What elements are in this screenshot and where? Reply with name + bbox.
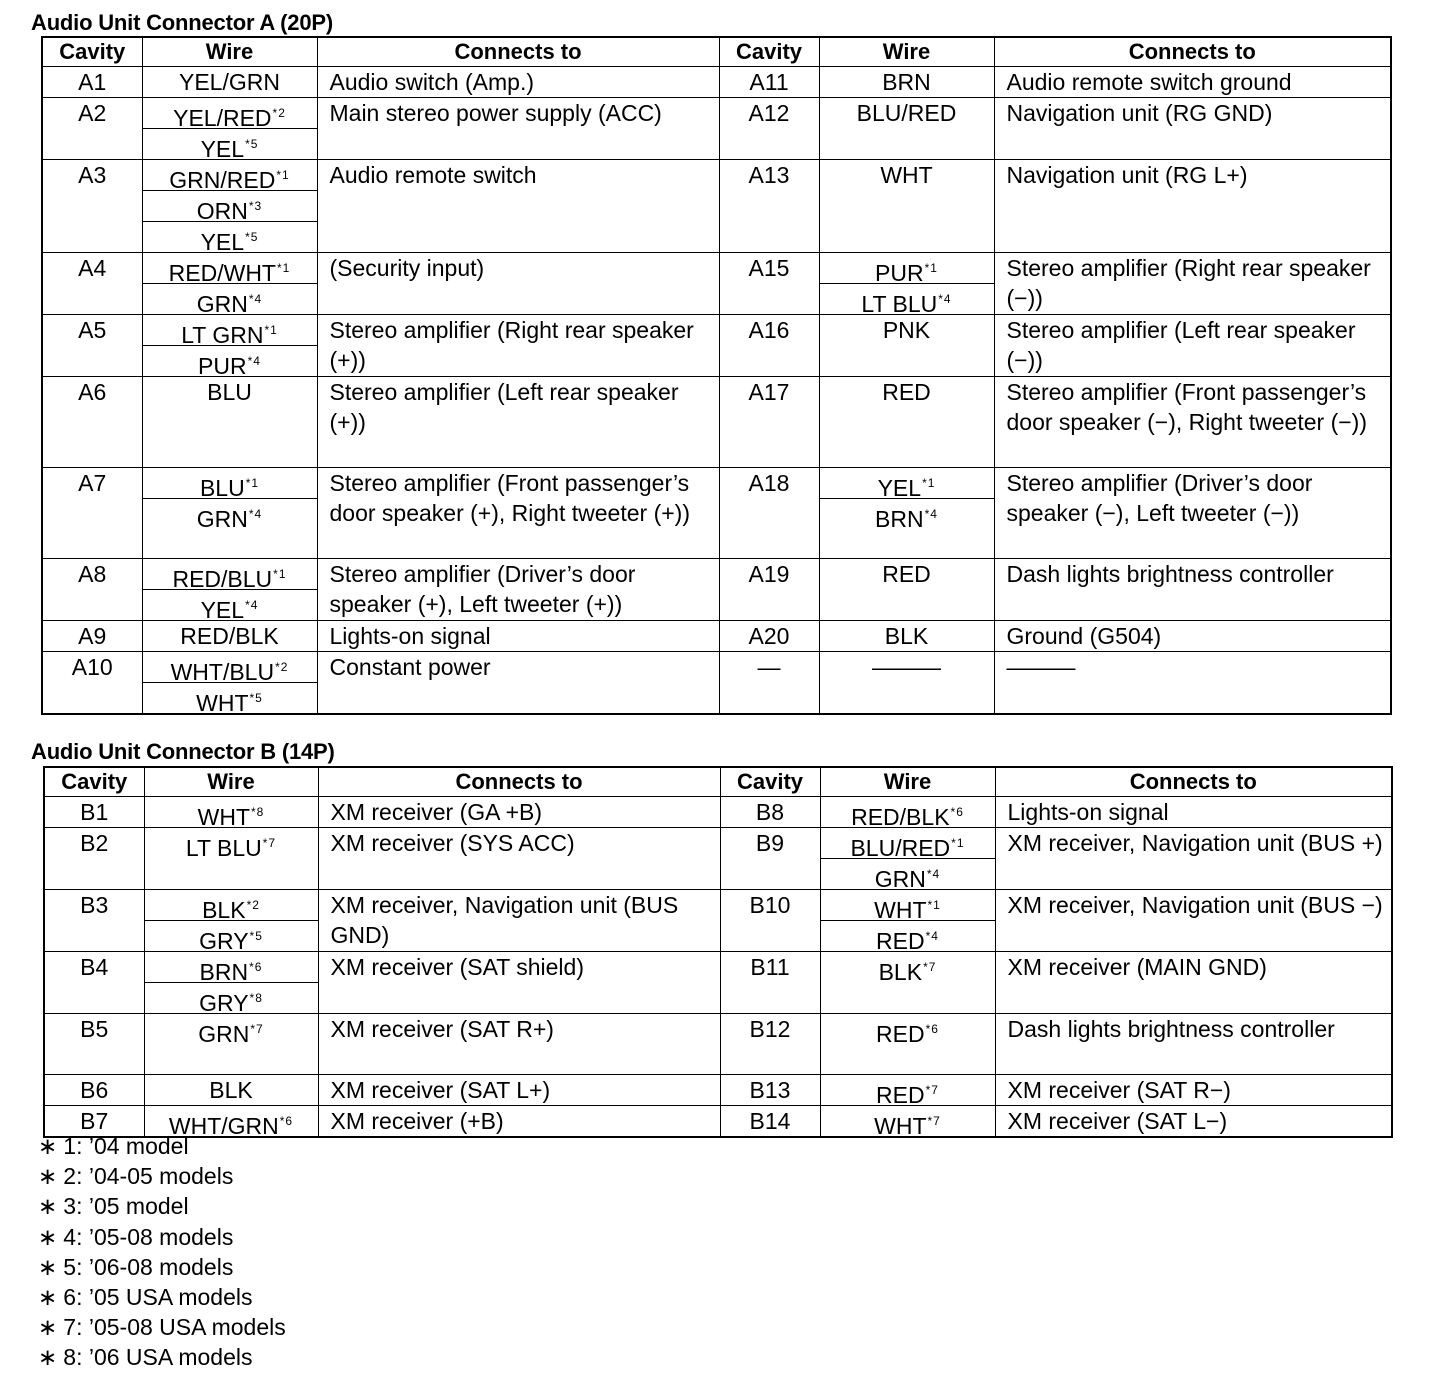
wire-color-text: PNK — [882, 317, 931, 343]
connects-to-cell: Dash lights brightness controller — [994, 558, 1391, 620]
conn-a-left-wire-cell — [142, 67, 317, 98]
conn-b-left-wire-cell — [144, 1074, 318, 1105]
wire-color-text: PUR — [875, 260, 924, 286]
conn-b-right-wire-cell — [820, 797, 995, 828]
footnote-item — [38, 1222, 286, 1252]
asterisk-icon: ∗ — [38, 1253, 58, 1280]
wire-color — [820, 468, 994, 501]
cavity-cell: A20 — [719, 620, 819, 651]
wire-color — [143, 652, 317, 685]
wire-color-text: RED/WHT — [168, 260, 276, 286]
wire-color — [821, 858, 995, 889]
conn-a-right-wire-cell — [819, 377, 994, 468]
cavity-cell: B4 — [44, 952, 144, 1014]
connects-to-cell: ——— — [994, 651, 1391, 714]
footnote-ref: *6 — [950, 805, 964, 819]
footnote-item — [38, 1282, 286, 1312]
wire-color — [143, 221, 317, 252]
footnotes — [38, 1131, 286, 1373]
footnote-ref: *5 — [249, 690, 263, 705]
connects-to-cell: Stereo amplifier (Left rear speaker (+)) — [317, 377, 719, 468]
table-row — [42, 620, 1391, 651]
asterisk-icon: ∗ — [38, 1133, 58, 1159]
wire-color-text: BLU — [199, 474, 245, 501]
connects-to-cell: XM receiver (MAIN GND) — [995, 952, 1392, 1014]
asterisk-icon: ∗ — [38, 1193, 58, 1220]
cavity-cell: A9 — [42, 620, 142, 651]
cavity-cell: B5 — [44, 1014, 144, 1075]
wire-color — [145, 920, 318, 951]
wire-color-text: WHT — [874, 897, 927, 923]
conn-a-left-wire-cell — [142, 377, 317, 468]
footnote-ref: *4 — [938, 292, 952, 306]
connects-to-cell: Lights-on signal — [995, 797, 1392, 828]
wire-color — [820, 67, 994, 97]
wire-color — [821, 828, 995, 861]
footnote-text: 6: ’05 USA models — [63, 1283, 253, 1310]
table-row — [42, 98, 1391, 160]
cavity-cell: B1 — [44, 797, 144, 828]
table-row — [42, 467, 1391, 558]
conn-b-right-wire-cell — [820, 1105, 995, 1137]
connector-b-title: Audio Unit Connector B (14P) — [31, 739, 335, 764]
wire-color-text: LT BLU — [185, 835, 262, 861]
cavity-cell: A2 — [42, 98, 142, 160]
connects-to-cell: Audio switch (Amp.) — [317, 67, 719, 98]
wire-color — [820, 498, 994, 532]
wire-color — [143, 621, 317, 651]
footnote-text: 1: ’04 model — [63, 1133, 189, 1159]
footnote-ref: *1 — [922, 475, 936, 490]
wire-color — [821, 1106, 995, 1136]
conn-a-right-wire-cell — [819, 620, 994, 651]
wire-color-text: BRN — [875, 505, 924, 532]
connects-to-cell: XM receiver (GA +B) — [318, 797, 720, 828]
wire-color-text: ——— — [872, 653, 941, 680]
table-row — [44, 890, 1392, 952]
wire-color — [820, 621, 994, 651]
table-row — [42, 253, 1391, 315]
footnote-text: 5: ’06-08 models — [63, 1253, 234, 1280]
connects-to-cell: Main stereo power supply (ACC) — [317, 98, 719, 160]
footnote-item — [38, 1161, 286, 1191]
footnote-item — [38, 1131, 286, 1161]
connects-to-header: Connects to — [995, 767, 1392, 797]
cavity-cell: B12 — [720, 1014, 820, 1075]
footnote-ref: *4 — [245, 597, 259, 612]
wire-color — [145, 952, 318, 985]
footnote-ref: *4 — [924, 506, 938, 521]
wire-color-text: RED — [876, 1021, 925, 1047]
asterisk-icon: ∗ — [38, 1283, 58, 1310]
table-row — [44, 952, 1392, 1014]
cavity-cell: A19 — [719, 558, 819, 620]
conn-b-right-wire-cell — [820, 952, 995, 1014]
wire-color-text: YEL — [200, 229, 245, 253]
wire-color-text: ORN — [196, 198, 248, 224]
conn-a-left-wire-cell — [142, 651, 317, 714]
wire-color — [145, 982, 318, 1013]
wire-color-text: RED — [882, 379, 931, 405]
footnote-ref: *3 — [248, 199, 263, 213]
wire-color — [821, 797, 995, 827]
cavity-cell: A3 — [42, 160, 142, 253]
footnote-ref: *7 — [250, 1022, 264, 1036]
wire-color-text: GRY — [199, 928, 249, 952]
wire-color-text: YEL/GRN — [179, 69, 280, 95]
wire-header: Wire — [820, 767, 995, 797]
footnote-ref: *4 — [247, 354, 261, 368]
connects-to-cell: XM receiver, Navigation unit (BUS +) — [995, 828, 1392, 890]
footnote-ref: *8 — [249, 991, 263, 1005]
connects-to-cell: XM receiver (SAT L−) — [995, 1105, 1392, 1137]
conn-a-left-wire-cell — [142, 558, 317, 620]
connects-to-cell: XM receiver (SAT L+) — [318, 1074, 720, 1105]
connects-to-cell: Stereo amplifier (Front passenger’s door speaker (+), Right tweeter (+)) — [317, 467, 719, 558]
cavity-header: Cavity — [44, 767, 144, 797]
connects-to-cell: Audio remote switch ground — [994, 67, 1391, 98]
cavity-cell: B9 — [720, 828, 820, 890]
wire-color-text: GRN — [198, 1021, 250, 1047]
cavity-cell: A11 — [719, 67, 819, 98]
connects-to-cell: Ground (G504) — [994, 620, 1391, 651]
wire-color-text: BLU/RED — [850, 835, 951, 861]
conn-a-left-wire-cell — [142, 620, 317, 651]
footnote-ref: *6 — [279, 1113, 294, 1128]
connects-to-cell: XM receiver (SYS ACC) — [318, 828, 720, 890]
conn-a-right-wire-cell — [819, 67, 994, 98]
wire-color — [820, 253, 994, 286]
footnote-ref: *1 — [951, 836, 965, 850]
footnote-ref: *7 — [925, 1082, 939, 1097]
wire-color — [821, 1014, 995, 1047]
wire-color-text: WHT/GRN — [168, 1112, 279, 1137]
connects-to-cell: Stereo amplifier (Driver’s door speaker (+), Left tweeter (+)) — [317, 558, 719, 620]
wire-color-text: BLK — [884, 622, 929, 649]
wire-color — [143, 190, 317, 224]
cavity-cell: B8 — [720, 797, 820, 828]
cavity-cell: A17 — [719, 377, 819, 468]
wire-color-text: BRN — [199, 959, 249, 985]
connects-to-cell: XM receiver (+B) — [318, 1105, 720, 1137]
wire-color — [143, 128, 317, 159]
conn-a-left-wire-cell — [142, 253, 317, 315]
footnote-ref: *1 — [276, 168, 290, 182]
wire-color-text: YEL — [200, 596, 245, 621]
footnote-ref: *4 — [926, 867, 941, 881]
connects-to-header: Connects to — [317, 37, 719, 67]
cavity-cell: A16 — [719, 315, 819, 377]
cavity-header: Cavity — [42, 37, 142, 67]
wire-color-text: WHT/BLU — [170, 658, 275, 685]
wire-color — [143, 682, 317, 713]
conn-a-right-wire-cell — [819, 558, 994, 620]
wire-color — [143, 345, 317, 376]
wire-color — [820, 652, 994, 682]
cavity-cell: A18 — [719, 467, 819, 558]
wire-color — [143, 589, 317, 620]
wire-color — [821, 952, 995, 985]
connects-to-cell: Constant power — [317, 651, 719, 714]
wire-color-text: GRY — [199, 990, 249, 1014]
connects-to-cell: XM receiver (SAT shield) — [318, 952, 720, 1014]
wire-color — [820, 315, 994, 345]
wire-color-text: BLK — [209, 1076, 253, 1103]
connects-to-cell: Lights-on signal — [317, 620, 719, 651]
table-row — [44, 1074, 1392, 1105]
wire-color-text: BRN — [882, 69, 931, 95]
footnote-ref: *8 — [251, 805, 265, 819]
conn-a-right-wire-cell — [819, 160, 994, 253]
cavity-header: Cavity — [720, 767, 820, 797]
wire-color-text: LT BLU — [861, 291, 938, 315]
table-row — [44, 1014, 1392, 1075]
wire-color — [145, 797, 318, 827]
conn-a-right-wire-cell — [819, 315, 994, 377]
wire-color-text: GRN — [196, 505, 248, 532]
asterisk-icon: ∗ — [38, 1223, 58, 1250]
conn-b-right-wire-cell — [820, 1074, 995, 1105]
wire-color — [820, 559, 994, 589]
cavity-cell: B2 — [44, 828, 144, 890]
wire-color-text: GRN/RED — [169, 167, 276, 193]
table-row — [42, 67, 1391, 98]
footnote-item — [38, 1312, 286, 1342]
wire-color-text: RED — [876, 928, 925, 952]
cavity-header: Cavity — [719, 37, 819, 67]
table-row — [42, 160, 1391, 253]
conn-a-right-wire-cell — [819, 467, 994, 558]
wire-color-text: YEL — [877, 474, 922, 501]
header-row — [42, 37, 1391, 67]
footnote-ref: *5 — [249, 929, 263, 943]
wire-color-text: BLK — [878, 959, 923, 985]
connects-to-cell: XM receiver, Navigation unit (BUS GND) — [318, 890, 720, 952]
wire-color-text: RED/BLU — [172, 565, 273, 592]
wire-color — [145, 1075, 318, 1105]
wire-color-text: YEL/RED — [173, 105, 272, 131]
conn-b-right-wire-cell — [820, 828, 995, 890]
connects-to-cell: (Security input) — [317, 253, 719, 315]
conn-a-right-wire-cell — [819, 651, 994, 714]
connects-to-cell: Audio remote switch — [317, 160, 719, 253]
table-row — [42, 377, 1391, 468]
wire-color-text: WHT — [874, 1112, 927, 1137]
wire-color — [821, 920, 995, 951]
wire-color-text: LT GRN — [181, 322, 264, 348]
wire-color-text: BLK — [202, 897, 246, 923]
wire-color-text: GRN — [196, 291, 248, 315]
connects-to-cell: Stereo amplifier (Left rear speaker (−)) — [994, 315, 1391, 377]
footnote-ref: *1 — [927, 898, 941, 912]
conn-a-right-wire-cell — [819, 253, 994, 315]
footnote-item — [38, 1252, 286, 1282]
wire-color — [143, 377, 317, 407]
cavity-cell: A15 — [719, 253, 819, 315]
footnote-ref: *5 — [245, 137, 259, 151]
footnote-item — [38, 1191, 286, 1221]
wire-color — [821, 1075, 995, 1105]
footnote-text: 7: ’05-08 USA models — [63, 1314, 286, 1341]
cavity-cell: A10 — [42, 651, 142, 714]
footnote-ref: *6 — [249, 960, 263, 974]
conn-b-left-wire-cell — [144, 890, 318, 952]
footnote-ref: *1 — [245, 475, 260, 490]
cavity-cell: A6 — [42, 377, 142, 468]
wire-color — [820, 283, 994, 314]
cavity-cell: B3 — [44, 890, 144, 952]
footnote-text: 2: ’04-05 models — [63, 1163, 234, 1190]
wire-color-text: WHT — [197, 804, 251, 828]
footnote-text: 3: ’05 model — [63, 1193, 189, 1220]
wire-color — [145, 890, 318, 923]
connector-a-title: Audio Unit Connector A (20P) — [31, 10, 333, 35]
header-row — [44, 767, 1392, 797]
table-row — [44, 797, 1392, 828]
conn-a-left-wire-cell — [142, 98, 317, 160]
asterisk-icon: ∗ — [38, 1163, 58, 1190]
wire-color-text: WHT — [880, 162, 933, 188]
conn-b-right-wire-cell — [820, 890, 995, 952]
wire-color — [820, 98, 994, 128]
conn-a-left-wire-cell — [142, 315, 317, 377]
wire-color — [143, 160, 317, 193]
footnote-text: 8: ’06 USA models — [63, 1344, 253, 1371]
cavity-cell: B6 — [44, 1074, 144, 1105]
connects-to-cell: Stereo amplifier (Front passenger’s door speaker (−), Right tweeter (−)) — [994, 377, 1391, 468]
footnote-ref: *2 — [275, 659, 289, 674]
wire-color — [143, 498, 317, 532]
wire-color — [143, 67, 317, 97]
wire-color — [143, 315, 317, 348]
cavity-cell: A1 — [42, 67, 142, 98]
connects-to-cell: Stereo amplifier (Right rear speaker (+)) — [317, 315, 719, 377]
connects-to-cell: Stereo amplifier (Right rear speaker (−)) — [994, 253, 1391, 315]
wire-color — [143, 468, 317, 501]
footnote-ref: *5 — [245, 230, 259, 244]
cavity-cell: B7 — [44, 1105, 144, 1137]
connector-a-table — [41, 36, 1392, 715]
conn-b-left-wire-cell — [144, 828, 318, 890]
cavity-cell: B11 — [720, 952, 820, 1014]
wire-color — [143, 253, 317, 286]
cavity-cell: B10 — [720, 890, 820, 952]
footnote-ref: *1 — [264, 323, 278, 337]
connects-to-cell: XM receiver (SAT R−) — [995, 1074, 1392, 1105]
cavity-cell: A7 — [42, 467, 142, 558]
table-row — [42, 558, 1391, 620]
conn-a-left-wire-cell — [142, 160, 317, 253]
connects-to-header: Connects to — [994, 37, 1391, 67]
connects-to-cell: Navigation unit (RG L+) — [994, 160, 1391, 253]
wire-color — [821, 890, 995, 923]
connects-to-cell: Navigation unit (RG GND) — [994, 98, 1391, 160]
connector-b-table — [43, 766, 1393, 1138]
cavity-cell: A4 — [42, 253, 142, 315]
footnote-ref: *7 — [262, 836, 277, 850]
wire-color — [820, 377, 994, 407]
wire-color-text: BLU — [207, 379, 252, 405]
connects-to-cell: Stereo amplifier (Driver’s door speaker (−), Left tweeter (−)) — [994, 467, 1391, 558]
conn-b-left-wire-cell — [144, 797, 318, 828]
footnote-ref: *7 — [923, 960, 937, 974]
wire-color — [143, 559, 317, 592]
cavity-cell: A8 — [42, 558, 142, 620]
conn-a-right-wire-cell — [819, 98, 994, 160]
conn-a-left-wire-cell — [142, 467, 317, 558]
cavity-cell: — — [719, 651, 819, 714]
conn-b-right-wire-cell — [820, 1014, 995, 1075]
wire-color-text: YEL — [200, 136, 245, 160]
wire-color-text: RED/BLK — [180, 622, 279, 649]
footnote-text: 4: ’05-08 models — [63, 1223, 234, 1250]
connects-to-cell: XM receiver (SAT R+) — [318, 1014, 720, 1075]
wire-color-text: RED — [876, 1081, 925, 1106]
wire-header: Wire — [144, 767, 318, 797]
table-row — [44, 828, 1392, 890]
wire-color — [143, 98, 317, 131]
wire-color — [145, 1014, 318, 1047]
footnote-item — [38, 1342, 286, 1372]
wire-color — [143, 283, 317, 314]
conn-b-left-wire-cell — [144, 952, 318, 1014]
table-row — [42, 315, 1391, 377]
footnote-ref: *1 — [276, 261, 291, 275]
footnote-ref: *6 — [925, 1022, 939, 1036]
wire-header: Wire — [142, 37, 317, 67]
wire-header: Wire — [819, 37, 994, 67]
footnote-ref: *1 — [924, 261, 938, 275]
table-row — [42, 651, 1391, 714]
footnote-ref: *4 — [925, 929, 939, 943]
wire-color-text: PUR — [198, 353, 247, 377]
connects-to-cell: Dash lights brightness controller — [995, 1014, 1392, 1075]
footnote-ref: *2 — [272, 106, 286, 120]
footnote-ref: *1 — [273, 566, 287, 581]
wire-color — [820, 160, 994, 190]
cavity-cell: B13 — [720, 1074, 820, 1105]
wire-color-text: BLU/RED — [856, 100, 957, 126]
wire-color-text: WHT — [196, 689, 249, 714]
cavity-cell: A13 — [719, 160, 819, 253]
cavity-cell: B14 — [720, 1105, 820, 1137]
footnote-ref: *4 — [248, 292, 263, 306]
wire-color-text: RED/BLK — [851, 804, 950, 828]
wire-color — [145, 828, 318, 861]
asterisk-icon: ∗ — [38, 1344, 58, 1371]
cavity-cell: A12 — [719, 98, 819, 160]
cavity-cell: A5 — [42, 315, 142, 377]
connects-to-cell: XM receiver, Navigation unit (BUS −) — [995, 890, 1392, 952]
wire-color-text: GRN — [874, 866, 926, 890]
conn-b-left-wire-cell — [144, 1014, 318, 1075]
footnote-ref: *2 — [246, 898, 260, 912]
footnote-ref: *7 — [927, 1113, 941, 1128]
connects-to-header: Connects to — [318, 767, 720, 797]
asterisk-icon: ∗ — [38, 1314, 58, 1341]
footnote-ref: *4 — [248, 506, 263, 521]
wire-color-text: RED — [882, 560, 931, 587]
